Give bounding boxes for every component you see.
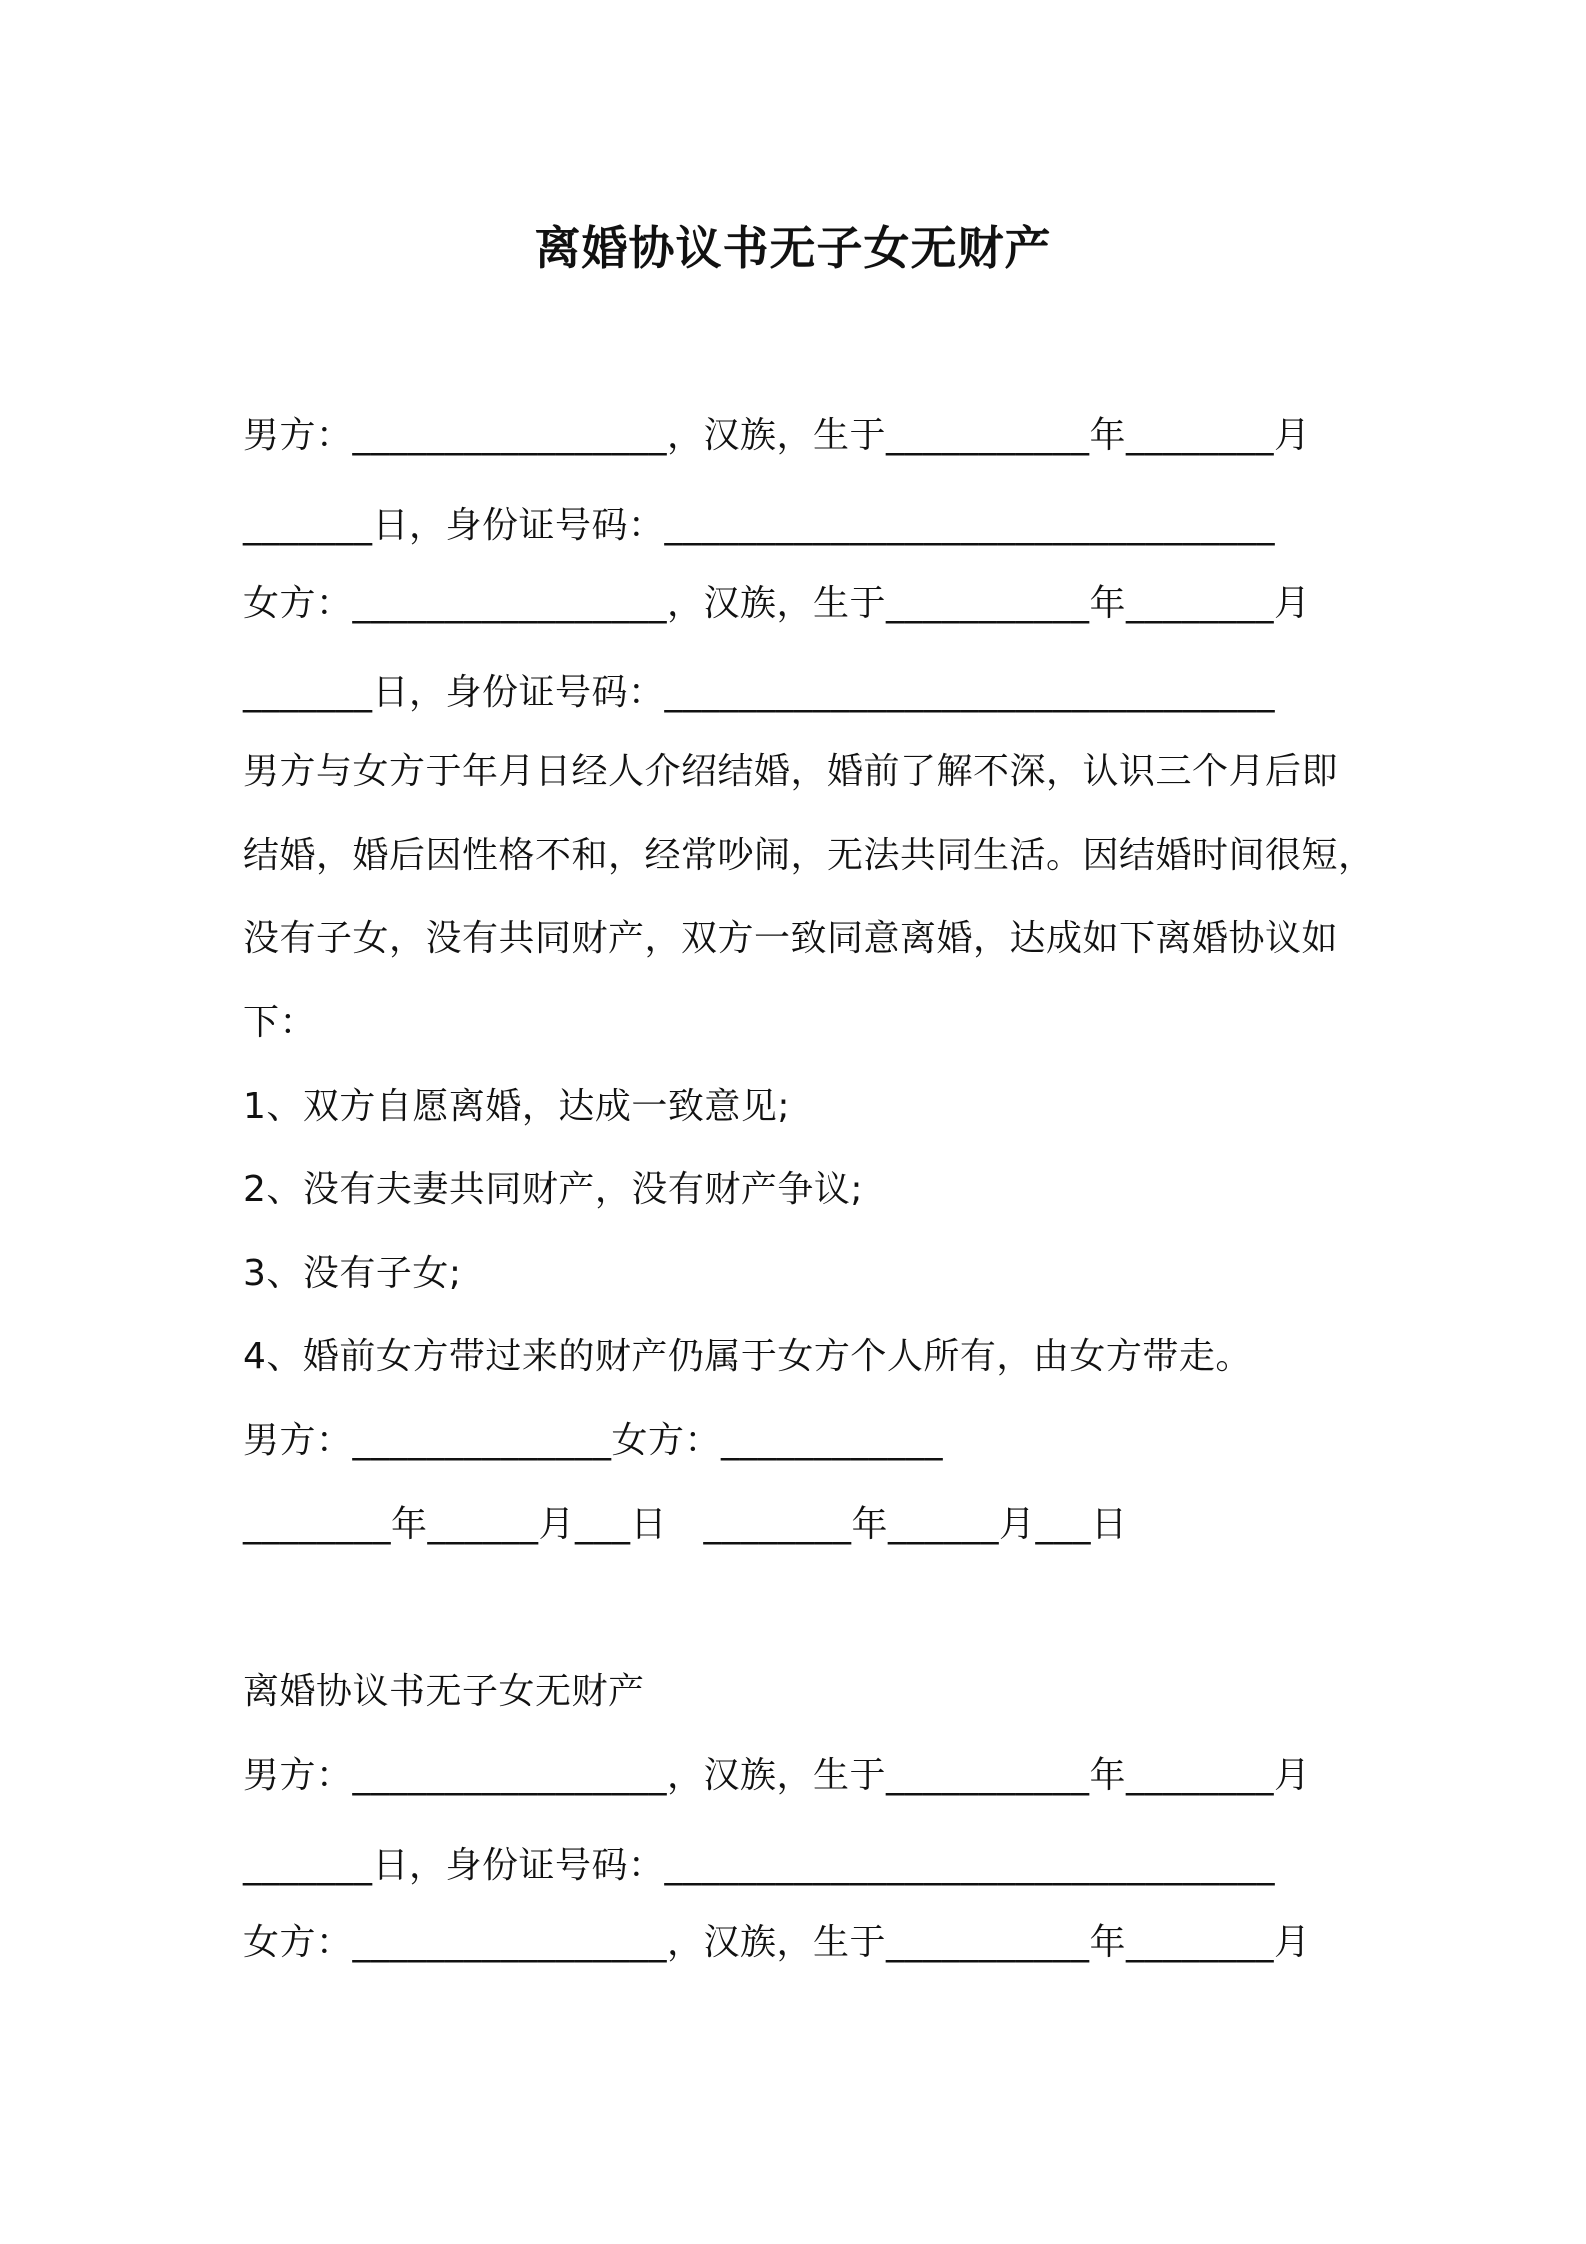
repeated-title: 离婚协议书无子女无财产 (243, 1671, 645, 1712)
intro-paragraph-line: 男方与女方于年月日经人介绍结婚，婚前了解不深，认识三个月后即 (243, 751, 1339, 792)
intro-paragraph-line: 下： (243, 1002, 317, 1043)
intro-paragraph-line: 结婚，婚后因性格不和，经常吵闹，无法共同生活。因结婚时间很短， (243, 835, 1375, 876)
clause-item: 1、双方自愿离婚，达成一致意见; (243, 1086, 791, 1127)
male-party-line: 男方：_________________，汉族，生于___________年________月 (243, 415, 1311, 456)
document-title: 离婚协议书无子女无财产 (534, 221, 1052, 275)
female-party-line: 女方：_________________，汉族，生于___________年________月 (243, 1922, 1311, 1963)
male-party-line: 男方：_________________，汉族，生于___________年________月 (243, 1755, 1311, 1796)
clause-item: 2、没有夫妻共同财产，没有财产争议; (243, 1169, 864, 1210)
male-id-line: _______日，身份证号码：_________________________________ (243, 505, 1276, 546)
date-line: ________年______月___日 ________年______月___日 (243, 1504, 1128, 1545)
signature-line: 男方：______________女方：____________ (243, 1420, 944, 1461)
clause-item: 4、婚前女方带过来的财产仍属于女方个人所有，由女方带走。 (243, 1336, 1252, 1377)
clause-item: 3、没有子女; (243, 1253, 462, 1294)
male-id-line: _______日，身份证号码：_________________________________ (243, 1845, 1276, 1886)
female-party-line: 女方：_________________，汉族，生于___________年________月 (243, 583, 1311, 624)
female-id-line: _______日，身份证号码：_________________________________ (243, 672, 1276, 713)
intro-paragraph-line: 没有子女，没有共同财产，双方一致同意离婚，达成如下离婚协议如 (243, 918, 1339, 959)
